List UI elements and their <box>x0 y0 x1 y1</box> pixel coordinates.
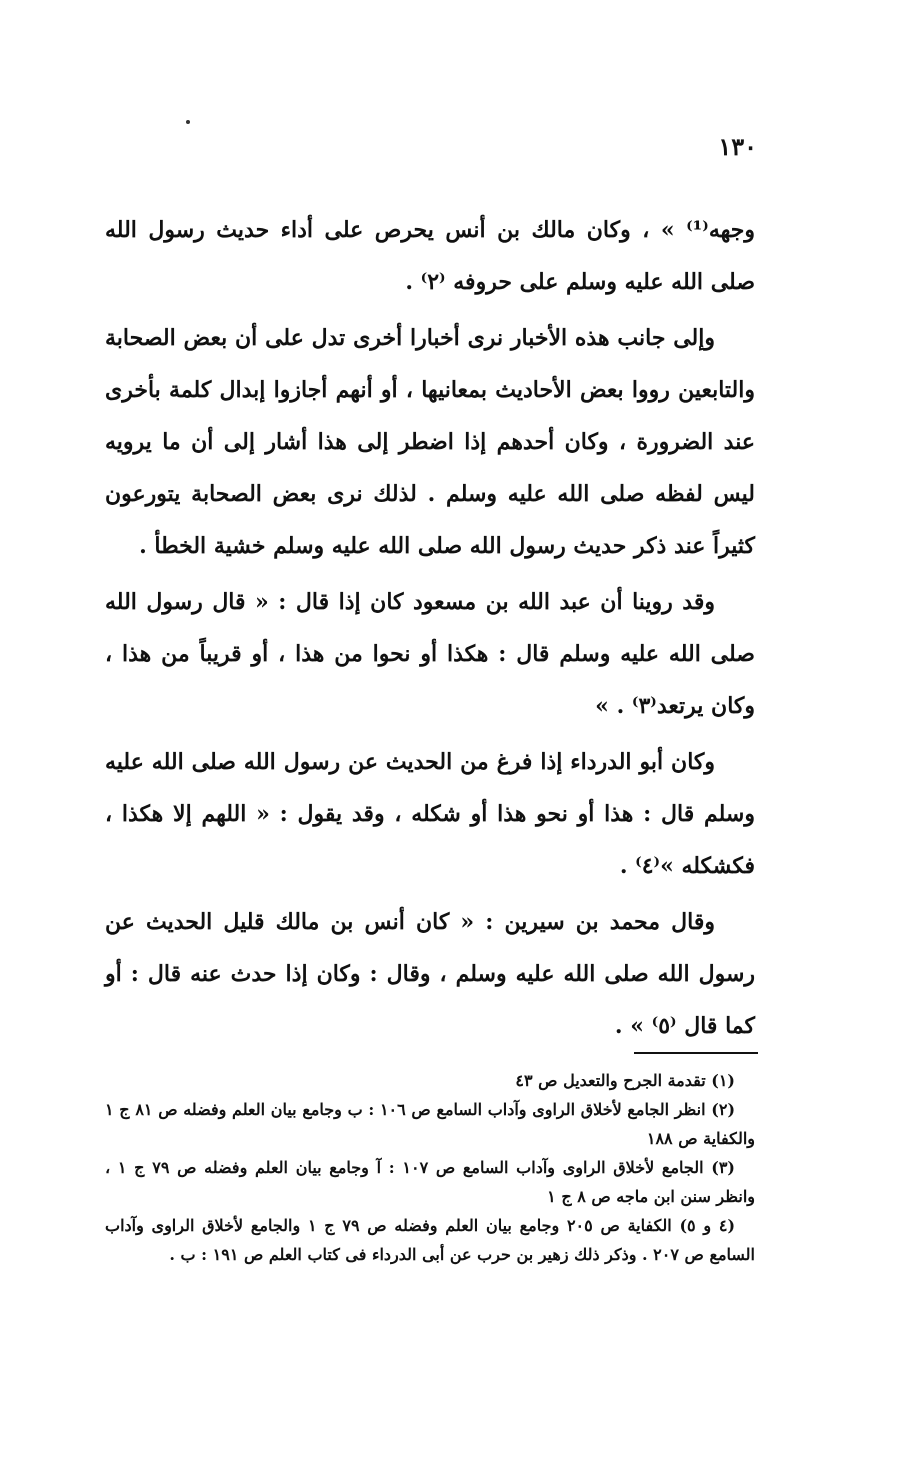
ink-speck <box>186 120 190 124</box>
paragraph: وجهه⁽¹⁾ » ، وكان مالك بن أنس يحرص على أداء حديث رسول الله صلى الله عليه وسلم على حروفه ⁽٢⁾ . <box>105 217 755 295</box>
paragraph: وكان أبو الدرداء إذا فرغ من الحديث عن رسول الله صلى الله عليه وسلم قال : هذا أو نحو هذا أو شكله ، وقد يقول : « اللهم إلا هكذا ، فكشكله »⁽٤⁾ . <box>105 749 755 879</box>
footnote: (١) تقدمة الجرح والتعديل ص ٤٣ <box>515 1071 735 1090</box>
footnotes <box>105 1066 755 1269</box>
main-text <box>105 204 755 1056</box>
footnote: (٤ و ٥) الكفاية ص ٢٠٥ وجامع بيان العلم وفضله ص ٧٩ ج ١ والجامع لأخلاق الراوى وآداب السامع ص ٢٠٧ . وذكر ذلك زهير بن حرب عن أبى الدرداء فى كتاب العلم ص ١٩١ : ب . <box>105 1216 755 1264</box>
page-number: ١٣٠ <box>718 132 757 161</box>
footnote: (٣) الجامع لأخلاق الراوى وآداب السامع ص ١٠٧ : آ وجامع بيان العلم وفضله ص ٧٩ ج ١ ، وانظر سنن ابن ماجه ص ٨ ج ١ <box>105 1158 755 1206</box>
footnote-separator <box>634 1052 758 1054</box>
paragraph: وإلى جانب هذه الأخبار نرى أخبارا أخرى تدل على أن بعض الصحابة والتابعين رووا بعض الأحاديث بمعانيها ، أو أنهم أجازوا إبدال كلمة بأخرى عند الضرورة ، وكان أحدهم إذا اضطر إلى هذا أشار إلى أن ما يرويه ليس لفظه صلى الله عليه وسلم . لذلك نرى بعض الصحابة يتورعون كثيراً عند ذكر حديث رسول الله صلى الله عليه وسلم خشية الخطأ . <box>105 325 755 559</box>
paragraph: وقال محمد بن سيرين : « كان أنس بن مالك قليل الحديث عن رسول الله صلى الله عليه وسلم ، وقال : وكان إذا حدث عنه قال : أو كما قال ⁽٥⁾ » . <box>105 909 755 1039</box>
paragraph: وقد روينا أن عبد الله بن مسعود كان إذا قال : « قال رسول الله صلى الله عليه وسلم قال : هكذا أو نحوا من هذا ، أو قريباً من هذا ، وكان يرتعد⁽٣⁾ . » <box>105 589 755 719</box>
footnote: (٢) انظر الجامع لأخلاق الراوى وآداب السامع ص ١٠٦ : ب وجامع بيان العلم وفضله ص ٨١ ج ١ والكفاية ص ١٨٨ <box>105 1100 755 1148</box>
